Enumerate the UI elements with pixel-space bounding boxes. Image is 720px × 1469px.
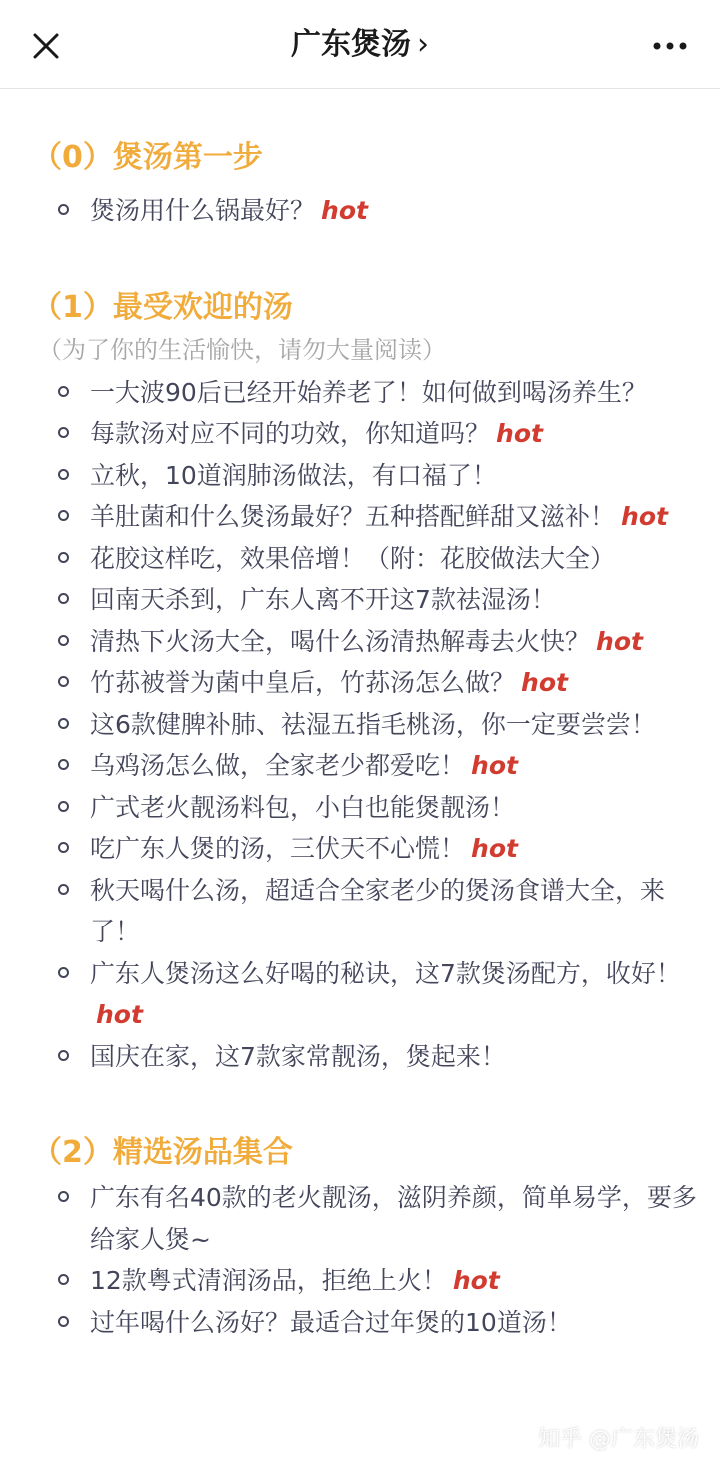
list-item[interactable]: [32, 538, 700, 580]
item-link[interactable]: 国庆在家，这7款家常靓汤，煲起来！: [90, 1041, 506, 1071]
hot-tag: hot: [521, 668, 568, 697]
list-item[interactable]: [32, 413, 700, 455]
hot-tag: hot: [321, 196, 368, 225]
list-item[interactable]: [32, 1260, 700, 1302]
list-item[interactable]: [32, 662, 700, 704]
list-item[interactable]: [32, 1302, 700, 1344]
list-item[interactable]: [32, 455, 700, 497]
link-list: [32, 190, 700, 232]
item-link[interactable]: 这6款健脾补肺、祛湿五指毛桃汤，你一定要尝尝！: [90, 709, 656, 739]
item-link[interactable]: 过年喝什么汤好？最适合过年煲的10道汤！: [90, 1307, 572, 1337]
hot-tag: hot: [596, 626, 643, 656]
item-link[interactable]: 煲汤用什么锅最好？: [90, 196, 316, 225]
list-item[interactable]: [32, 190, 700, 232]
hot-tag: hot: [621, 502, 668, 531]
chevron-right-icon: ›: [417, 27, 429, 62]
list-item[interactable]: [32, 745, 700, 787]
list-item[interactable]: [32, 828, 700, 870]
list-item[interactable]: [32, 621, 700, 663]
item-link[interactable]: 羊肚菌和什么煲汤最好？五种搭配鲜甜又滋补！: [90, 502, 616, 531]
page-title[interactable]: [0, 24, 720, 66]
item-link[interactable]: 竹荪被誉为菌中皇后，竹荪汤怎么做？: [90, 668, 516, 697]
item-link[interactable]: 广东有名40款的老火靓汤，滋阴养颜，简单易学，要多给家人煲~: [90, 1183, 697, 1254]
item-link[interactable]: 12款粤式清润汤品，拒绝上火！: [90, 1266, 447, 1295]
link-list: [32, 1177, 700, 1343]
top-nav-bar: [0, 0, 720, 89]
list-item[interactable]: [32, 787, 700, 829]
list-item[interactable]: [32, 1177, 700, 1260]
list-item[interactable]: [32, 496, 700, 538]
section-1: [0, 288, 720, 1078]
list-item[interactable]: [32, 1036, 700, 1078]
item-link[interactable]: 秋天喝什么汤，超适合全家老少的煲汤食谱大全，来了！: [90, 875, 666, 946]
item-link[interactable]: 花胶这样吃，效果倍增！（附：花胶做法大全）: [90, 543, 616, 573]
section-2: [0, 1133, 720, 1343]
list-item[interactable]: [32, 372, 700, 414]
more-dots-icon[interactable]: [652, 36, 688, 56]
section-note: （为了你的生活愉快，请勿大量阅读）: [38, 335, 446, 364]
section-0: [0, 138, 720, 232]
hot-tag: hot: [471, 834, 518, 863]
hot-tag: hot: [496, 419, 543, 448]
section-title: （1）最受欢迎的汤: [32, 289, 293, 325]
item-link[interactable]: 回南天杀到，广东人离不开这7款祛湿汤！: [90, 585, 556, 614]
hot-tag: hot: [471, 751, 518, 780]
hot-tag: hot: [96, 1000, 143, 1029]
item-link[interactable]: 立秋，10道润肺汤做法，有口福了！: [90, 460, 497, 490]
list-item[interactable]: [32, 579, 700, 621]
list-item[interactable]: [32, 704, 700, 746]
item-link[interactable]: 广东人煲汤这么好喝的秘诀，这7款煲汤配方，收好！: [90, 958, 681, 988]
hot-tag: hot: [452, 1266, 500, 1295]
section-title: （2）精选汤品集合: [32, 1135, 293, 1170]
list-item[interactable]: [32, 870, 700, 953]
page-title-text: 广东煲汤: [291, 27, 411, 62]
item-link[interactable]: 吃广东人煲的汤，三伏天不心慌！: [90, 834, 466, 863]
link-list: [32, 372, 700, 1078]
item-link[interactable]: 每款汤对应不同的功效，你知道吗？: [90, 419, 491, 448]
item-link[interactable]: 一大波90后已经开始养老了！如何做到喝汤养生？: [90, 377, 647, 407]
section-title: （0）煲汤第一步: [32, 140, 263, 175]
list-item[interactable]: [32, 953, 700, 1036]
item-link[interactable]: 乌鸡汤怎么做，全家老少都爱吃！: [90, 751, 466, 780]
item-link[interactable]: 清热下火汤大全，喝什么汤清热解毒去火快？: [90, 626, 591, 656]
article-content: [0, 88, 720, 1343]
item-link[interactable]: 广式老火靓汤料包，小白也能煲靓汤！: [90, 792, 516, 822]
watermark: 知乎 @广东煲汤: [538, 1427, 699, 1452]
